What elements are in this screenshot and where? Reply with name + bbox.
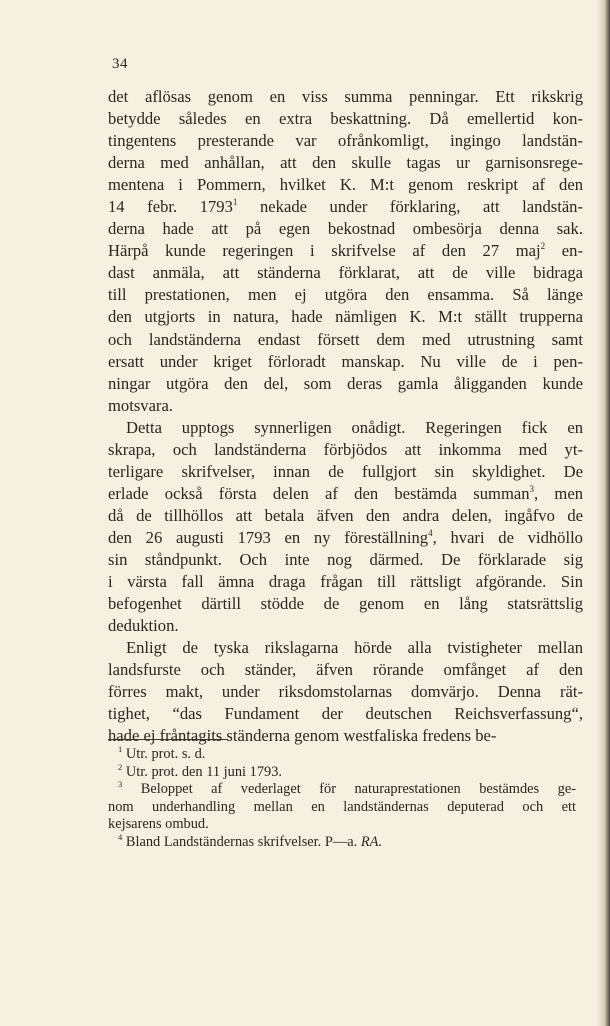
body-text (108, 86, 583, 747)
text-line: 14 febr. 1793$^1$ nekade under förklaring, att landstän- (108, 197, 584, 217)
text-line: sin ståndpunkt. Och inte nog därmed. De förklarade sig (108, 549, 583, 569)
text-line: deduktion. (108, 616, 179, 636)
text-line: den utgjorts in natura, hade nämligen K. M:t ställt trupperna (108, 307, 583, 327)
text-line: skrapa, och landständerna förbjödos att inkomma med yt- (108, 439, 583, 459)
footnote-line: $^1$ Utr. prot. s. d. (118, 744, 206, 762)
archive-abbrev: RA. (360, 833, 383, 850)
footnote-mark: 1 (118, 744, 123, 754)
text-line: hade ej fråntagits ständerna genom westfaliska fredens be- (108, 726, 497, 746)
text-line: till prestationen, men ej utgöra den ensamma. Så länge (108, 285, 583, 305)
footnote-ref: 4 (428, 527, 433, 538)
text-line: det aflösas genom en viss summa penningar. Ett rikskrig (108, 87, 583, 106)
text-line: erlade också första delen af den bestämda summan$^3$, men (108, 483, 583, 503)
footnote-line: $^3$ Beloppet af vederlaget för naturaprestationen bestämdes ge- (118, 779, 576, 798)
text-line: Detta upptogs synnerligen onådigt. Regeringen fick en (126, 417, 583, 437)
footnote-line: nom underhandling mellan en landständernas deputerad och ett (108, 798, 576, 815)
footnote-mark: 2 (118, 761, 123, 772)
page-number: 34 (112, 56, 128, 72)
text-line: tighet, “das Fundament der deutschen Reichsverfassung“, (108, 704, 583, 724)
text-line: ersatt under kriget förloradt manskap. Nu ville de i pen- (108, 351, 583, 371)
footnote-line: $^4$ Bland Landständernas skrifvelser. P—a. RA. (118, 831, 383, 850)
text-line: då de tillhöllos att betala äfven den andra delen, ingåfvo de (108, 505, 583, 525)
text-line: förres makt, under riksdomstolarnas domvärjo. Denna rät- (108, 682, 583, 702)
footnotes (108, 746, 576, 852)
footnote-rule (108, 739, 228, 740)
text-line: den 26 augusti 1793 en ny föreställning$^4$, hvari de vidhöllo (108, 527, 583, 547)
text-line: dast anmäla, att ständerna förklarat, att de ville bidraga (108, 263, 583, 283)
text-line: tingentens presterande var ofrånkomligt, ingingo landstän- (108, 131, 583, 151)
text-line: terligare skrifvelser, innan de fullgjort sin skyldighet. De (108, 461, 583, 481)
text-line: befogenhet därtill stödde de genom en lång statsrättslig (108, 594, 583, 614)
footnote-mark: 4 (118, 831, 123, 842)
footnote-ref: 2 (540, 241, 546, 252)
text-line: Härpå kunde regeringen i skrifvelse af den 27 maj$^2$ en- (108, 241, 583, 261)
text-line: i värsta fall ämna draga frågan till rättsligt afgörande. Sin (108, 572, 583, 592)
footnote-ref: 1 (232, 197, 238, 208)
text-line: ningar utgöra den del, som deras gamla åligganden kunde (108, 373, 583, 393)
text-line: derna med anhållan, att den skulle tagas ur garnisonsrege- (108, 153, 583, 173)
text-line: mentena i Pommern, hvilket K. M:t genom reskript af den (108, 175, 583, 195)
footnote-line: kejsarens ombud. (108, 816, 209, 833)
text-line: betydde således en extra beskattning. Då emellertid kon- (108, 109, 583, 129)
text-line: landsfurste och ständer, äfven rörande omfånget af den (108, 660, 583, 680)
footnote-line: $^2$ Utr. prot. den 11 juni 1793. (118, 761, 283, 780)
text-line: och landständerna endast försett dem med utrustning samt (108, 329, 583, 349)
text-line: derna hade att på egen bekostnad ombesörja denna sak. (108, 219, 583, 239)
footnote-ref: 3 (529, 483, 535, 494)
page-edge (596, 0, 610, 1026)
text-line: Enligt de tyska rikslagarna hörde alla tvistigheter mellan (126, 638, 583, 658)
text-line: motsvara. (108, 395, 173, 415)
footnote-mark: 3 (118, 779, 123, 790)
